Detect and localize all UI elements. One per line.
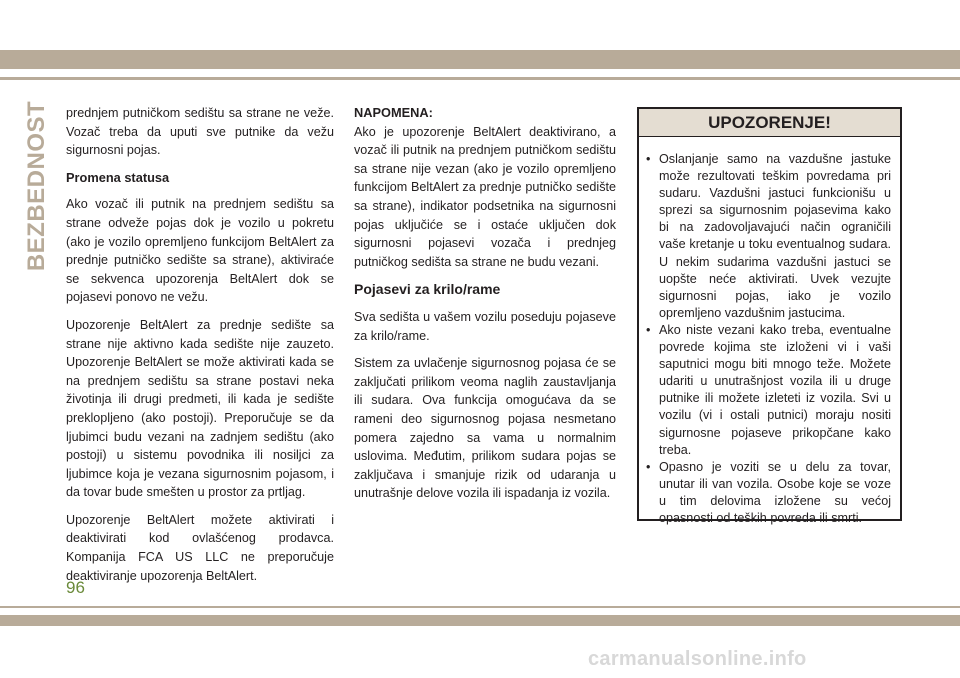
warning-item — [646, 322, 891, 459]
warning-item — [646, 151, 891, 322]
page-number: 96 — [66, 578, 85, 597]
text-column-middle — [354, 104, 616, 512]
paragraph: Upozorenje BeltAlert možete aktivirati i deaktivirati kod ovlašćenog prodavca. Kompanija FCA US LLC ne preporučuje deaktiviranje upozorenja BeltAlert. — [66, 512, 334, 583]
note-heading: NAPOMENA: — [354, 105, 433, 120]
paragraph: prednjem putničkom sedištu sa strane ne veže. Vozač treba da uputi sve putnike da vežu sigurnosni pojas. — [66, 106, 334, 158]
bullet: • — [646, 459, 651, 474]
subheading-status-change: Promena statusa — [66, 169, 170, 185]
paragraph: Upozorenje BeltAlert za prednje sedište sa strane nije aktivno kada sedište nije zauzeto. Upozorenje BeltAlert se može aktivirati kada se na prednjem sedištu sa strane postavi neka životinja ili drugi predmeti, ili kada je sedište preklopljeno (ako postoji). Preporučuje se da ljubimci budu vezani na zadnjem sedištu (ako postoji) u sistemu povodnika ili nosiljci za ljubimce koja je vezana sigurnosnim pojasom, i da tovar bude smešten u prostor za prtljag. — [66, 317, 334, 500]
bullet: • — [646, 152, 651, 166]
section-label: BEZBEDNOST — [23, 100, 50, 271]
text-column-left — [66, 104, 334, 594]
paragraph: Ako vozač ili putnik na prednjem sedištu sa strane odveže pojas dok je vozilo u pokretu (ako je vozilo opremljeno funkcijom BeltAlert za prednje putničko sedište sa strane), aktiviraće se sekvenca upozorenja BeltAlert dok se pojasevi ponovo ne vežu. — [66, 197, 334, 305]
bullet: • — [646, 322, 651, 337]
note-paragraph: Ako je upozorenje BeltAlert deaktivirano, a vozač ili putnik na prednjem putničkom sedištu sa strane nije vezan (ako je vozilo opremljeno funkcijom BeltAlert za prednje putničko sedište sa strane), indikator podsetnika na sigurnosni pojas uključiće se i ostaće uključen dok sigurnosni pojasevi vozača i prednjeg putničkog sedišta sa strane ne budu vezani. — [354, 124, 616, 269]
warning-item-text: Oslanjanje samo na vazdušne jastuke može rezultovati teškim povredama pri sudaru. Vazdušni jastuci funkcionišu u sprezi sa sigurnosnim pojasevima kako bi na zadovoljavajući način ograničili vaše kretanje u toku eventualnog sudara. U nekim sudarima vazdušni jastuci se uopšte neće aktivirati. Uvek vezujte sigurnosni pojas, iako je vozilo opremljeno vazdušnim jastucima. — [659, 152, 891, 320]
footer-rule — [0, 606, 960, 608]
warning-box — [637, 107, 902, 525]
warning-item — [646, 459, 891, 527]
warning-item-text: Ako niste vezani kako treba, eventualne povrede kojima ste izloženi vi i vaši saputnici mogu biti mnogo teže. Možete udariti u unutrašnjost vozila ili u druge putnike ili možete izleteti iz vozila. Svi u vozilu (vi i ostali putnici) moraju nositi sigurnosne pojaseve prikopčane kako treba. — [659, 322, 891, 457]
section-heading-lap-shoulder: Pojasevi za krilo/rame — [354, 281, 501, 298]
paragraph: Sistem za uvlačenje sigurnosnog pojasa će se zaključati prilikom veoma naglih zaustavljanja ili sudara. Ova funkcija omogućava da se rameni deo sigurnosnog pojasa nesmetano pomera zajedno sa vama u normalnim uslovima. Međutim, prilikom sudara pojas se zaključava i smanjuje rizik od udaranja u unutrašnje delove vozila ili ispadanja iz vozila. — [354, 356, 616, 501]
section-tab — [22, 100, 52, 271]
header-rule — [0, 77, 960, 80]
warning-list — [639, 151, 900, 527]
footer-band — [0, 615, 960, 626]
header-band — [0, 50, 960, 69]
warning-title: UPOZORENJE! — [639, 109, 900, 137]
warning-item-text: Opasno je voziti se u delu za tovar, unutar ili van vozila. Osobe koje se voze u tim delovima izložene su većoj opasnosti od teških povreda ili smrti. — [659, 459, 891, 525]
paragraph: Sva sedišta u vašem vozilu poseduju pojaseve za krilo/rame. — [354, 309, 616, 343]
watermark: carmanualsonline.info — [588, 648, 807, 670]
